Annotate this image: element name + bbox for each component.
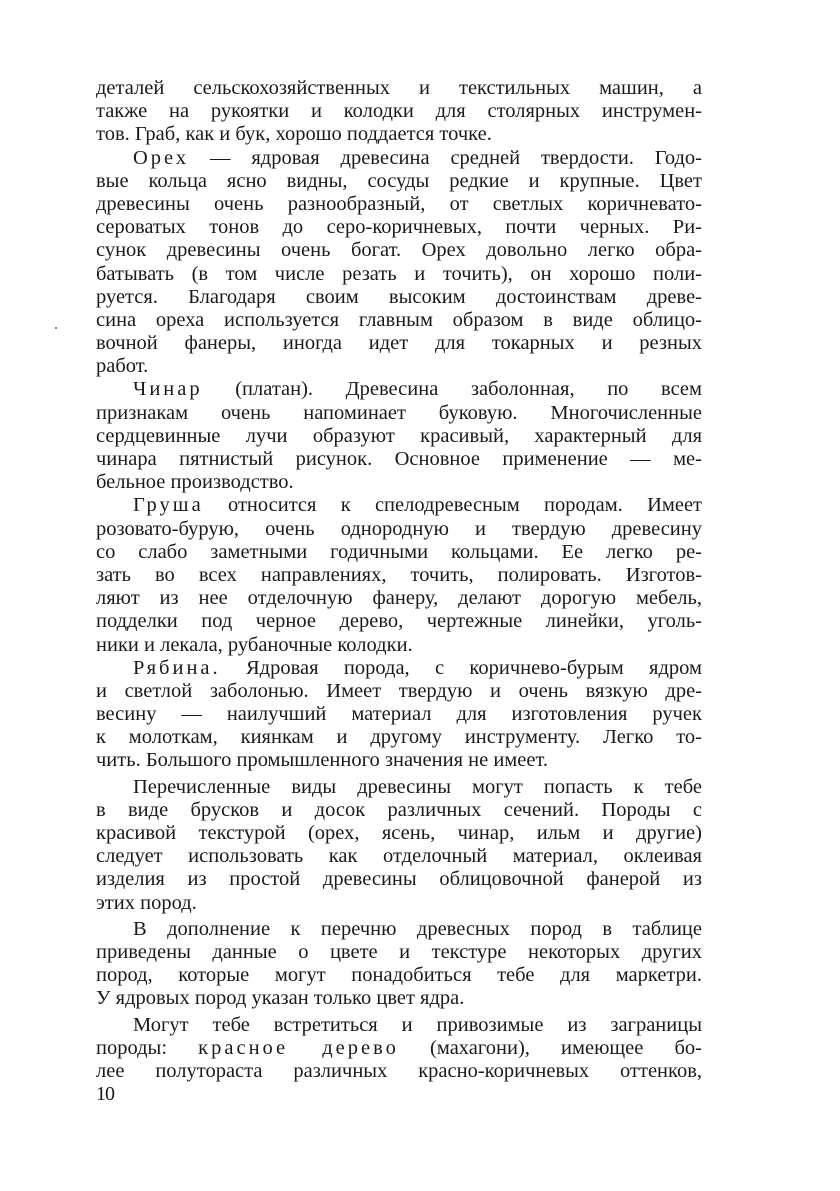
term-ryabina: Рябина. — [133, 656, 221, 679]
paragraph-dopolnenie — [96, 918, 702, 1011]
text-line — [96, 494, 702, 517]
text-line: чинара пятнистый рисунок. Основное применение — ме- — [96, 448, 702, 470]
term-oreh: Орех — [133, 146, 190, 169]
text-line — [96, 378, 702, 401]
text-fragment: (махагони), имеющее бо- — [430, 1036, 703, 1059]
term-grusha: Груша — [133, 494, 204, 517]
paragraph-chinar — [96, 378, 702, 494]
paragraph-privoznye — [96, 1014, 702, 1084]
paragraph-continuation — [96, 77, 702, 147]
text-line: ляют из нее отделочную фанеру, делают дорогую мебель, — [96, 587, 702, 610]
text-line: бельное производство. — [96, 471, 294, 494]
text-line: сина ореха используется главным образом в виде облицо- — [96, 308, 702, 331]
text-fragment: — ядровая древесина средней твердости. Годо- — [210, 146, 702, 169]
text-line: к молоткам, киянкам и другому инструменту. Легко то- — [96, 726, 702, 749]
paragraph-grusha — [96, 494, 702, 656]
text-fragment: Ядровая порода, с коричнево-бурым ядром — [246, 656, 702, 679]
text-line: со слабо заметными годичными кольцами. Ее легко ре- — [96, 540, 702, 563]
paragraph-perechislennye — [96, 776, 702, 915]
text-line: деталей сельскохозяйственных и текстильных машин, а — [96, 77, 702, 99]
text-line: лее полутораста различных красно-коричневых оттенков, — [96, 1059, 702, 1082]
text-line: весину — наилучший материал для изготовления ручек — [96, 703, 702, 726]
paragraph-oreh — [96, 147, 702, 379]
scan-speck — [55, 327, 57, 329]
text-line: сердцевинные лучи образуют красивый, характерный для — [96, 424, 702, 447]
text-line: вые кольца ясно видны, сосуды редкие и крупные. Цвет — [96, 169, 702, 192]
text-line: чить. Большого промышленного значения не имеет. — [96, 749, 549, 772]
text-line: в виде брусков и досок различных сечений. Породы с — [96, 798, 702, 821]
text-line: Перечисленные виды древесины могут попасть к тебе — [133, 775, 702, 798]
text-line: розовато-бурую, очень однородную и твердую древесину — [96, 517, 702, 540]
text-line: подделки под черное дерево, чертежные линейки, уголь- — [96, 610, 702, 633]
text-line: работ. — [96, 355, 149, 378]
text-line — [96, 147, 702, 170]
term-krasnoe-derevo: красное дерево — [198, 1036, 399, 1059]
page-text — [96, 77, 702, 1083]
text-line: В дополнение к перечню древесных пород в таблице — [133, 917, 702, 940]
paragraph-ryabina — [96, 657, 702, 773]
text-line: следует использовать как отделочный материал, оклеивая — [96, 845, 702, 868]
text-line: признакам очень напоминает буковую. Многочисленные — [96, 401, 702, 424]
term-chinar: Чинар — [133, 378, 203, 401]
text-line: также на рукоятки и колодки для столярных инструмен- — [96, 100, 702, 123]
text-line: тов. Граб, как и бук, хорошо поддается точке. — [96, 123, 492, 146]
text-line: приведены данные о цвете и текстуре некоторых других — [96, 940, 702, 963]
text-line: сунок древесины очень богат. Орех довольно легко обра- — [96, 239, 702, 262]
text-line: Могут тебе встретиться и привозимые из заграницы — [133, 1013, 702, 1036]
text-line: батывать (в том числе резать и точить), он хорошо поли- — [96, 262, 702, 285]
text-fragment: относится к спелодревесным породам. Имеет — [227, 494, 703, 517]
page-number: 10 — [96, 1083, 114, 1105]
text-line: У ядровых пород указан только цвет ядра. — [96, 987, 465, 1010]
text-line: и светлой заболонью. Имеет твердую и очень вязкую дре- — [96, 679, 702, 702]
text-line: этих пород. — [96, 891, 197, 914]
text-line — [96, 657, 702, 680]
text-line: руется. Благодаря своим высоким достоинствам древе- — [96, 285, 702, 308]
text-line: пород, которые могут понадобиться тебе для маркетри. — [96, 964, 702, 987]
text-line: ники и лекала, рубаночные колодки. — [96, 633, 413, 656]
text-line: сероватых тонов до серо-коричневых, почти черных. Ри- — [96, 216, 702, 239]
text-line: древесины очень разнообразный, от светлых коричневато- — [96, 192, 702, 215]
text-line: зать во всех направлениях, точить, полировать. Изготов- — [96, 563, 702, 586]
text-line — [96, 1037, 702, 1060]
text-line: красивой текстурой (орех, ясень, чинар, ильм и другие) — [96, 822, 702, 844]
text-fragment: породы: — [96, 1036, 168, 1059]
text-fragment: (платан). Древесина заболонная, по всем — [235, 378, 702, 401]
text-line: изделия из простой древесины облицовочной фанерой из — [96, 868, 702, 891]
text-line: вочной фанеры, иногда идет для токарных и резных — [96, 332, 702, 355]
